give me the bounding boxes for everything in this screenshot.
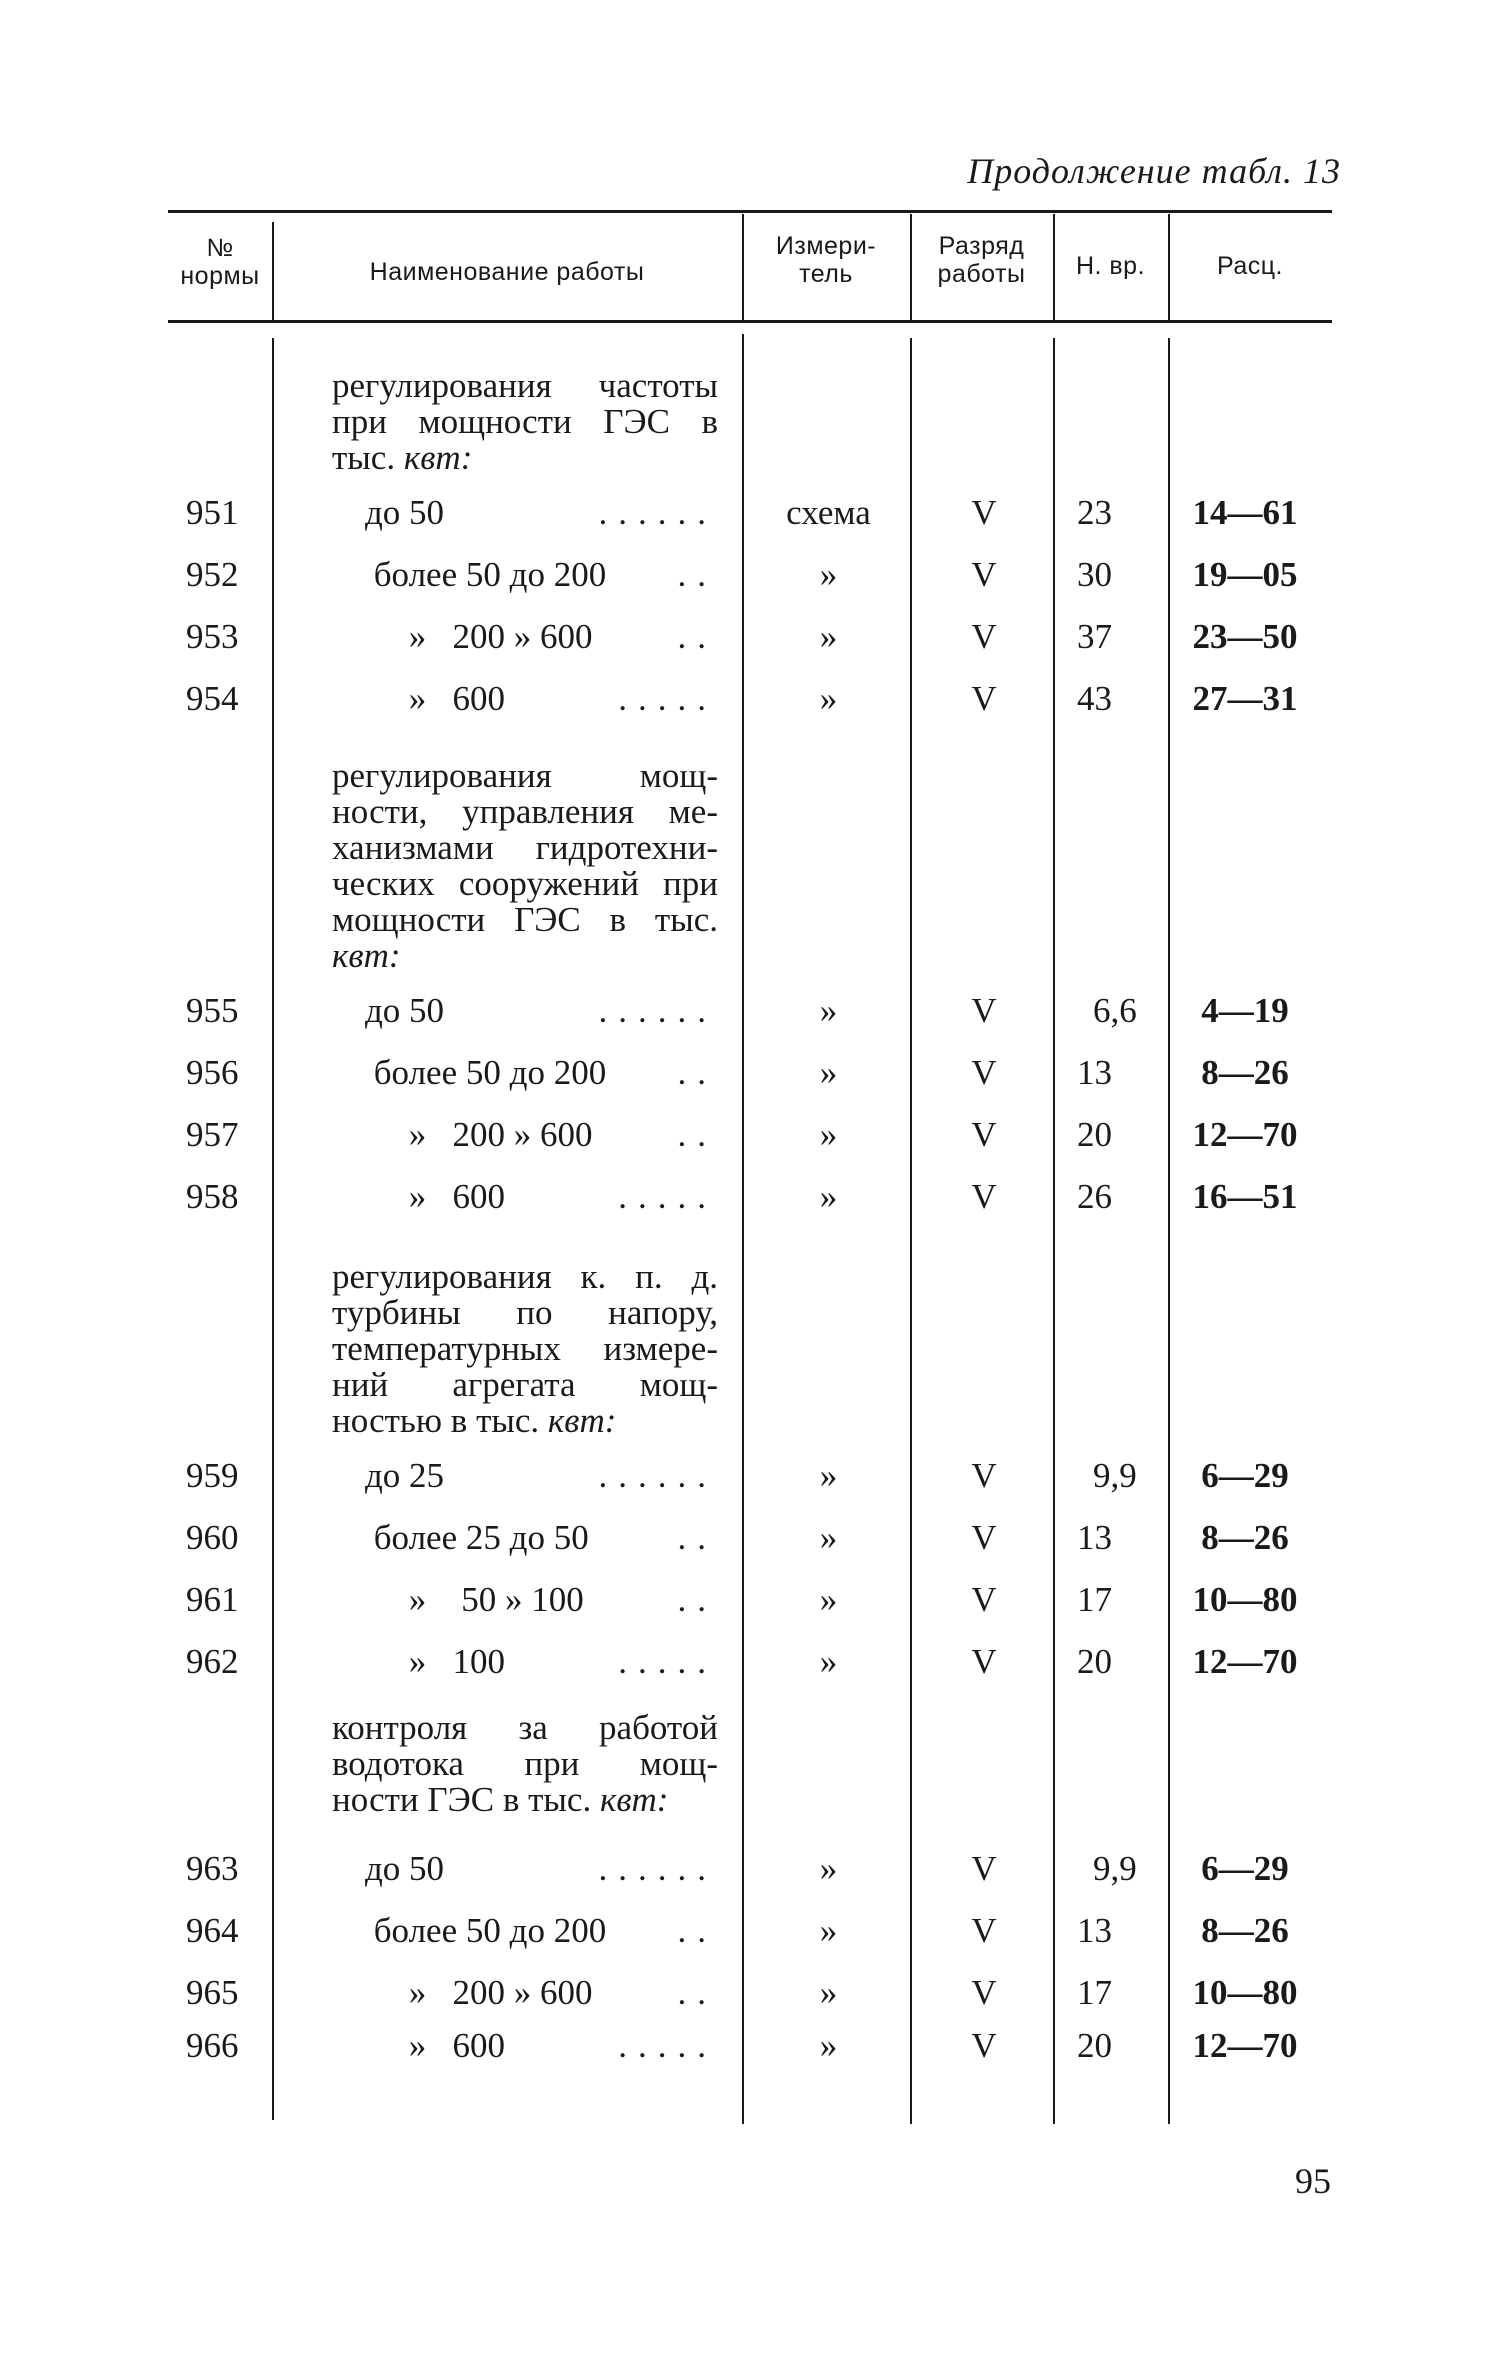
- group-heading: [332, 758, 718, 974]
- leader-dots: ......: [598, 1456, 717, 1495]
- unit-cell: »: [819, 991, 838, 1030]
- work-name-text: до 50: [365, 493, 445, 532]
- unit-cell: »: [819, 679, 838, 718]
- work-name: [365, 985, 717, 1037]
- unit-cell: »: [819, 617, 838, 656]
- norm-number: 961: [186, 1580, 239, 1619]
- header-time-norm: Н. вр.: [1075, 252, 1146, 280]
- grade-cell: V: [971, 1115, 997, 1154]
- work-name-text: » 600: [365, 2026, 505, 2065]
- work-name: [365, 1574, 717, 1626]
- group-line: температурных измере-: [332, 1329, 718, 1368]
- rate-cell: 12—70: [1192, 2026, 1298, 2065]
- group-line: ности, управления ме-: [332, 792, 718, 831]
- grade-cell: V: [971, 1642, 997, 1681]
- leader-dots: ......: [598, 991, 717, 1030]
- leader-dots: ..: [677, 1580, 717, 1619]
- leader-dots: ..: [677, 1053, 717, 1092]
- table-row: [0, 1967, 1501, 2019]
- group-line-last: [332, 938, 718, 974]
- unit-word: квт:: [547, 1401, 617, 1440]
- table-row: [0, 487, 1501, 539]
- grade-cell: V: [971, 1456, 997, 1495]
- time-norm-cell: 6,6: [1093, 991, 1137, 1030]
- grade-cell: V: [971, 493, 997, 532]
- work-name-text: более 50 до 200: [365, 1053, 607, 1092]
- table-row: [0, 1109, 1501, 1161]
- unit-cell: »: [819, 1911, 838, 1950]
- rate-cell: 8—26: [1201, 1911, 1289, 1950]
- leader-dots: .....: [618, 679, 717, 718]
- table-row: [0, 2020, 1501, 2072]
- grade-cell: V: [971, 991, 997, 1030]
- work-name-text: до 50: [365, 991, 445, 1030]
- grade-cell: V: [971, 1518, 997, 1557]
- work-name: [365, 1047, 717, 1099]
- leader-dots: ......: [598, 1849, 717, 1888]
- unit-cell: »: [819, 2026, 838, 2065]
- rate-cell: 6—29: [1201, 1849, 1289, 1888]
- unit-cell: »: [819, 1580, 838, 1619]
- norm-number: 957: [186, 1115, 239, 1154]
- time-norm-cell: 13: [1077, 1518, 1112, 1557]
- leader-dots: .....: [618, 2026, 717, 2065]
- group-line: водотока при мощ-: [332, 1744, 718, 1783]
- rate-cell: 8—26: [1201, 1518, 1289, 1557]
- rate-cell: 19—05: [1192, 555, 1298, 594]
- grade-cell: V: [971, 1849, 997, 1888]
- norm-number: 953: [186, 617, 239, 656]
- norm-number: 955: [186, 991, 239, 1030]
- norm-number: 951: [186, 493, 239, 532]
- unit-word: квт:: [403, 438, 473, 477]
- leader-dots: ..: [677, 555, 717, 594]
- unit-word: квт:: [599, 1780, 669, 1819]
- rate-cell: 27—31: [1192, 679, 1298, 718]
- time-norm-cell: 17: [1077, 1973, 1112, 2012]
- unit-cell: »: [819, 1053, 838, 1092]
- table-row: [0, 611, 1501, 663]
- time-norm-cell: 20: [1077, 1642, 1112, 1681]
- rate-cell: 12—70: [1192, 1115, 1298, 1154]
- unit-cell: »: [819, 1115, 838, 1154]
- table-row: [0, 1512, 1501, 1564]
- norm-number: 963: [186, 1849, 239, 1888]
- time-norm-cell: 37: [1077, 617, 1112, 656]
- unit-cell: »: [819, 1973, 838, 2012]
- work-name: [365, 1171, 717, 1223]
- work-name: [365, 1636, 717, 1688]
- table-row: [0, 1047, 1501, 1099]
- group-line: мощности ГЭС в тыс.: [332, 900, 718, 939]
- work-name-text: » 50 » 100: [365, 1580, 584, 1619]
- time-norm-cell: 20: [1077, 1115, 1112, 1154]
- work-name: [365, 549, 717, 601]
- work-name: [365, 1450, 717, 1502]
- work-name-text: » 100: [365, 1642, 505, 1681]
- work-name: [365, 487, 717, 539]
- work-name-text: до 25: [365, 1456, 445, 1495]
- unit-cell: »: [819, 1518, 838, 1557]
- work-name-text: » 200 » 600: [365, 1973, 593, 2012]
- group-line-last: [332, 1782, 718, 1818]
- time-norm-cell: 13: [1077, 1053, 1112, 1092]
- time-norm-cell: 26: [1077, 1177, 1112, 1216]
- table-row: [0, 1843, 1501, 1895]
- time-norm-cell: 23: [1077, 493, 1112, 532]
- header-rate: Расц.: [1216, 252, 1283, 280]
- norm-number: 959: [186, 1456, 239, 1495]
- unit-cell: »: [819, 1456, 838, 1495]
- table-row: [0, 1636, 1501, 1688]
- leader-dots: ..: [677, 617, 717, 656]
- leader-dots: ..: [677, 1115, 717, 1154]
- unit-cell: »: [819, 1849, 838, 1888]
- work-name-text: более 50 до 200: [365, 555, 607, 594]
- leader-dots: .....: [618, 1642, 717, 1681]
- grade-cell: V: [971, 2026, 997, 2065]
- norm-number: 956: [186, 1053, 239, 1092]
- header-grade: Разряд работы: [937, 232, 1026, 288]
- time-norm-cell: 9,9: [1093, 1456, 1137, 1495]
- norm-number: 954: [186, 679, 239, 718]
- norm-number: 952: [186, 555, 239, 594]
- work-name: [365, 1512, 717, 1564]
- rate-cell: 4—19: [1201, 991, 1289, 1030]
- time-norm-cell: 13: [1077, 1911, 1112, 1950]
- header-norm-no: № нормы: [180, 234, 260, 290]
- time-norm-cell: 43: [1077, 679, 1112, 718]
- norm-number: 965: [186, 1973, 239, 2012]
- rate-cell: 23—50: [1192, 617, 1298, 656]
- work-name: [365, 2020, 717, 2072]
- rate-cell: 10—80: [1192, 1580, 1298, 1619]
- grade-cell: V: [971, 1973, 997, 2012]
- grade-cell: V: [971, 1177, 997, 1216]
- table-row: [0, 1171, 1501, 1223]
- work-name-text: до 50: [365, 1849, 445, 1888]
- group-line: регулирования мощ-: [332, 756, 718, 795]
- group-heading: [332, 1710, 718, 1818]
- time-norm-cell: 17: [1077, 1580, 1112, 1619]
- table-caption: Продолжение табл. 13: [967, 151, 1341, 191]
- header-unit: Измери- тель: [775, 232, 877, 288]
- work-name: [365, 673, 717, 725]
- unit-cell: »: [819, 555, 838, 594]
- group-line: ний агрегата мощ-: [332, 1365, 718, 1404]
- table-row: [0, 1905, 1501, 1957]
- leader-dots: ..: [677, 1518, 717, 1557]
- unit-cell: »: [819, 1177, 838, 1216]
- grade-cell: V: [971, 1580, 997, 1619]
- work-name-text: » 600: [365, 679, 505, 718]
- group-line: тыс.: [332, 438, 404, 477]
- grade-cell: V: [971, 555, 997, 594]
- work-name: [365, 1109, 717, 1161]
- leader-dots: ......: [598, 493, 717, 532]
- leader-dots: ..: [677, 1911, 717, 1950]
- work-name: [365, 1843, 717, 1895]
- work-name-text: » 200 » 600: [365, 617, 593, 656]
- group-line-last: [332, 1403, 718, 1439]
- time-norm-cell: 20: [1077, 2026, 1112, 2065]
- rate-cell: 10—80: [1192, 1973, 1298, 2012]
- norm-number: 958: [186, 1177, 239, 1216]
- norm-number: 964: [186, 1911, 239, 1950]
- group-line: регулирования частоты: [332, 366, 718, 405]
- norm-number: 966: [186, 2026, 239, 2065]
- unit-cell: »: [819, 1642, 838, 1681]
- work-name-text: » 200 » 600: [365, 1115, 593, 1154]
- header-work-name: Наименование работы: [369, 258, 645, 286]
- norm-number: 960: [186, 1518, 239, 1557]
- grade-cell: V: [971, 617, 997, 656]
- group-line: ности ГЭС в тыс.: [332, 1780, 600, 1819]
- rate-cell: 16—51: [1192, 1177, 1298, 1216]
- page-number: 95: [1295, 2161, 1331, 2201]
- group-line: контроля за работой: [332, 1708, 718, 1747]
- leader-dots: .....: [618, 1177, 717, 1216]
- table-row: [0, 985, 1501, 1037]
- table-top-rule: [168, 210, 1332, 213]
- work-name-text: » 600: [365, 1177, 505, 1216]
- group-heading: [332, 1259, 718, 1439]
- table-row: [0, 673, 1501, 725]
- grade-cell: V: [971, 1911, 997, 1950]
- work-name-text: более 25 до 50: [365, 1518, 589, 1557]
- table-row: [0, 549, 1501, 601]
- header-bottom-rule: [168, 320, 1332, 323]
- work-name-text: более 50 до 200: [365, 1911, 607, 1950]
- rate-cell: 14—61: [1192, 493, 1298, 532]
- group-line: ханизмами гидротехни-: [332, 828, 718, 867]
- work-name: [365, 1967, 717, 2019]
- leader-dots: ..: [677, 1973, 717, 2012]
- unit-cell: схема: [786, 493, 871, 532]
- group-line-last: [332, 440, 718, 476]
- group-line: ческих сооружений при: [332, 864, 718, 903]
- time-norm-cell: 9,9: [1093, 1849, 1137, 1888]
- grade-cell: V: [971, 1053, 997, 1092]
- group-line: при мощности ГЭС в: [332, 402, 718, 441]
- norm-number: 962: [186, 1642, 239, 1681]
- rate-cell: 12—70: [1192, 1642, 1298, 1681]
- group-line: ностью в тыс.: [332, 1401, 548, 1440]
- work-name: [365, 1905, 717, 1957]
- group-heading: [332, 368, 718, 476]
- group-line: турбины по напору,: [332, 1293, 718, 1332]
- unit-word: квт:: [332, 936, 401, 975]
- group-line: регулирования к. п. д.: [332, 1257, 718, 1296]
- grade-cell: V: [971, 679, 997, 718]
- rate-cell: 8—26: [1201, 1053, 1289, 1092]
- rate-cell: 6—29: [1201, 1456, 1289, 1495]
- time-norm-cell: 30: [1077, 555, 1112, 594]
- work-name: [365, 611, 717, 663]
- table-row: [0, 1574, 1501, 1626]
- table-row: [0, 1450, 1501, 1502]
